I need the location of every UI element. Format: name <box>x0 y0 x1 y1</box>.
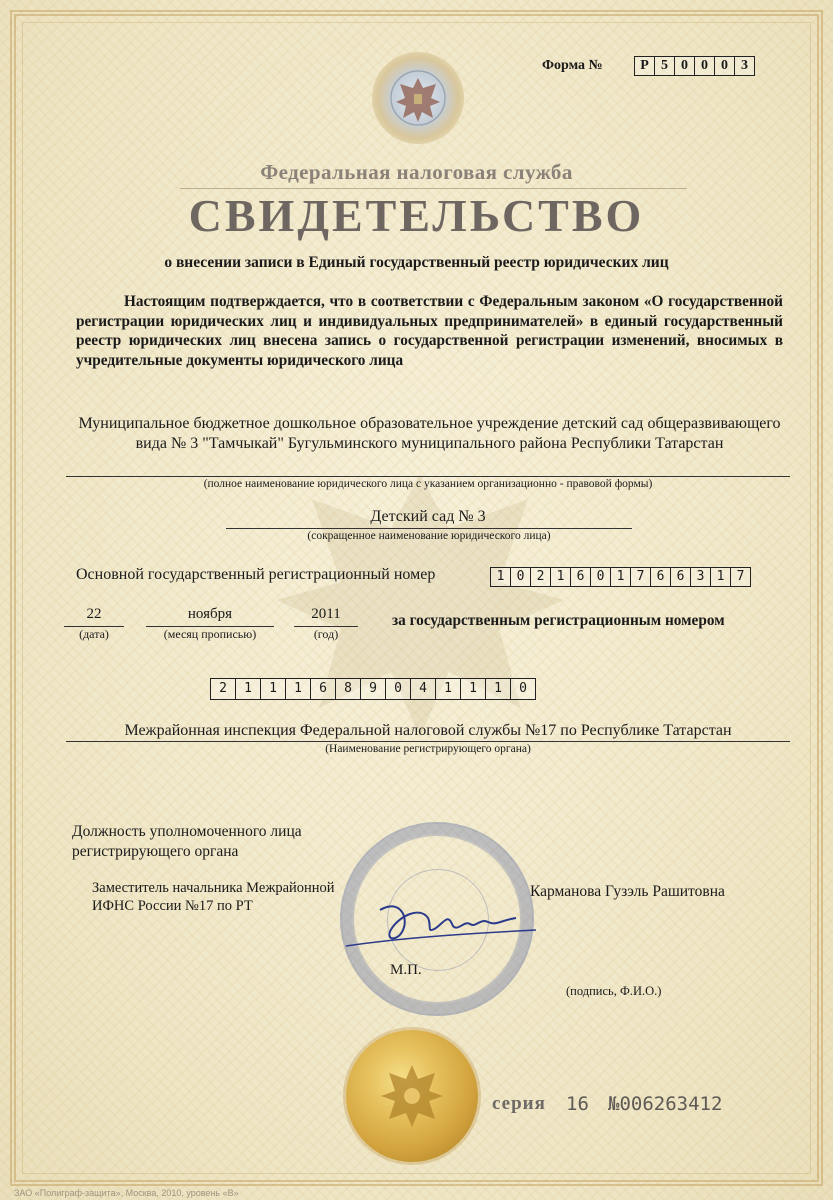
ogrn-digit: 3 <box>690 567 710 587</box>
certificate-number: №006263412 <box>608 1093 723 1115</box>
signatory-name: Карманова Гузэль Рашитовна <box>530 883 725 900</box>
date-year: 2011 <box>311 606 341 622</box>
registration-digit: 1 <box>260 678 285 700</box>
date-day-caption: (дата) <box>79 627 109 641</box>
registration-digit: 9 <box>360 678 385 700</box>
date-year-caption: (год) <box>313 627 339 641</box>
entity-short-name: Детский сад № 3 <box>370 508 486 525</box>
intro-paragraph: Настоящим подтверждается, что в соответствии с Федеральным законом «О государственной регистрации юридических лиц и индивидуальных предпринимателей» в единый государственный реестр юридических лиц внесена запись о государственной регистрации изменений, вносимых в учредительные документы юридического лица <box>76 293 783 369</box>
signatory-position: Заместитель начальника Межрайонной ИФНС России №17 по РТ <box>92 880 335 914</box>
registration-label: за государственным регистрационным номером <box>392 612 725 629</box>
ogrn-digit: 1 <box>610 567 630 587</box>
hologram-emblem <box>372 52 464 144</box>
printer-note: ЗАО «Полиграф-защита», Москва, 2010, уровень «В» <box>14 1188 239 1198</box>
form-code-cell: 0 <box>694 56 714 76</box>
registration-digit: 0 <box>510 678 536 700</box>
stamp-place-label: М.П. <box>390 962 422 978</box>
ogrn-digit: 2 <box>530 567 550 587</box>
registration-digit: 4 <box>410 678 435 700</box>
ogrn-digit: 6 <box>670 567 690 587</box>
document-title: СВИДЕТЕЛЬСТВО <box>188 190 645 241</box>
ogrn-digit: 7 <box>730 567 751 587</box>
ogrn-digit: 1 <box>550 567 570 587</box>
full-name-underline <box>66 476 790 477</box>
registration-digit: 2 <box>210 678 235 700</box>
form-code-cell: 0 <box>674 56 694 76</box>
ogrn-label: Основной государственный регистрационный номер <box>76 566 436 583</box>
form-code-cell: Р <box>634 56 654 76</box>
service-name: Федеральная налоговая служба <box>260 160 573 184</box>
authority-underline <box>66 741 790 742</box>
ogrn-digit: 7 <box>630 567 650 587</box>
form-code-cell: 0 <box>714 56 734 76</box>
double-eagle-icon <box>388 68 448 128</box>
ogrn-digit: 0 <box>510 567 530 587</box>
form-label: Форма № <box>542 58 603 73</box>
registering-authority: Межрайонная инспекция Федеральной налоговой службы №17 по Республике Татарстан <box>124 722 732 739</box>
form-code <box>634 56 755 76</box>
ogrn-digits <box>490 567 751 587</box>
short-name-caption: (сокращенное наименование юридического лица) <box>307 530 551 542</box>
date-day: 22 <box>86 606 102 622</box>
registration-digit: 1 <box>285 678 310 700</box>
registration-digit: 1 <box>435 678 460 700</box>
full-name-caption: (полное наименование юридического лица с указанием организационно - правовой формы) <box>203 478 653 490</box>
ogrn-digit: 1 <box>710 567 730 587</box>
form-code-cell: 3 <box>734 56 755 76</box>
date-month-caption: (месяц прописью) <box>163 627 257 641</box>
series-label: серия <box>492 1093 546 1114</box>
form-code-cell: 5 <box>654 56 674 76</box>
signature-caption: (подпись, Ф.И.О.) <box>566 984 662 998</box>
ogrn-digit: 6 <box>650 567 670 587</box>
gold-seal <box>346 1030 478 1162</box>
ogrn-digit: 6 <box>570 567 590 587</box>
handwritten-signature <box>340 888 540 958</box>
registration-digits <box>210 678 536 700</box>
short-name-underline <box>226 528 632 529</box>
registration-digit: 0 <box>385 678 410 700</box>
authority-caption: (Наименование регистрирующего органа) <box>325 743 531 755</box>
registration-digit: 1 <box>235 678 260 700</box>
ogrn-digit: 1 <box>490 567 510 587</box>
registration-digit: 1 <box>460 678 485 700</box>
ogrn-digit: 0 <box>590 567 610 587</box>
series-value: 16 <box>566 1093 589 1115</box>
registration-digit: 8 <box>335 678 360 700</box>
eagle-seal-icon <box>373 1057 451 1135</box>
date-month: ноября <box>187 606 233 622</box>
signatory-title-caption: Должность уполномоченного лица регистрирующего органа <box>72 823 302 860</box>
entity-full-name: Муниципальное бюджетное дошкольное образовательное учреждение детский сад общеразвивающего вида № 3 "Тамчыкай" Бугульминского муниципального района Республики Татарстан <box>78 415 781 452</box>
registration-digit: 6 <box>310 678 335 700</box>
registration-digit: 1 <box>485 678 510 700</box>
document-subtitle: о внесении записи в Единый государственный реестр юридических лиц <box>164 254 669 271</box>
